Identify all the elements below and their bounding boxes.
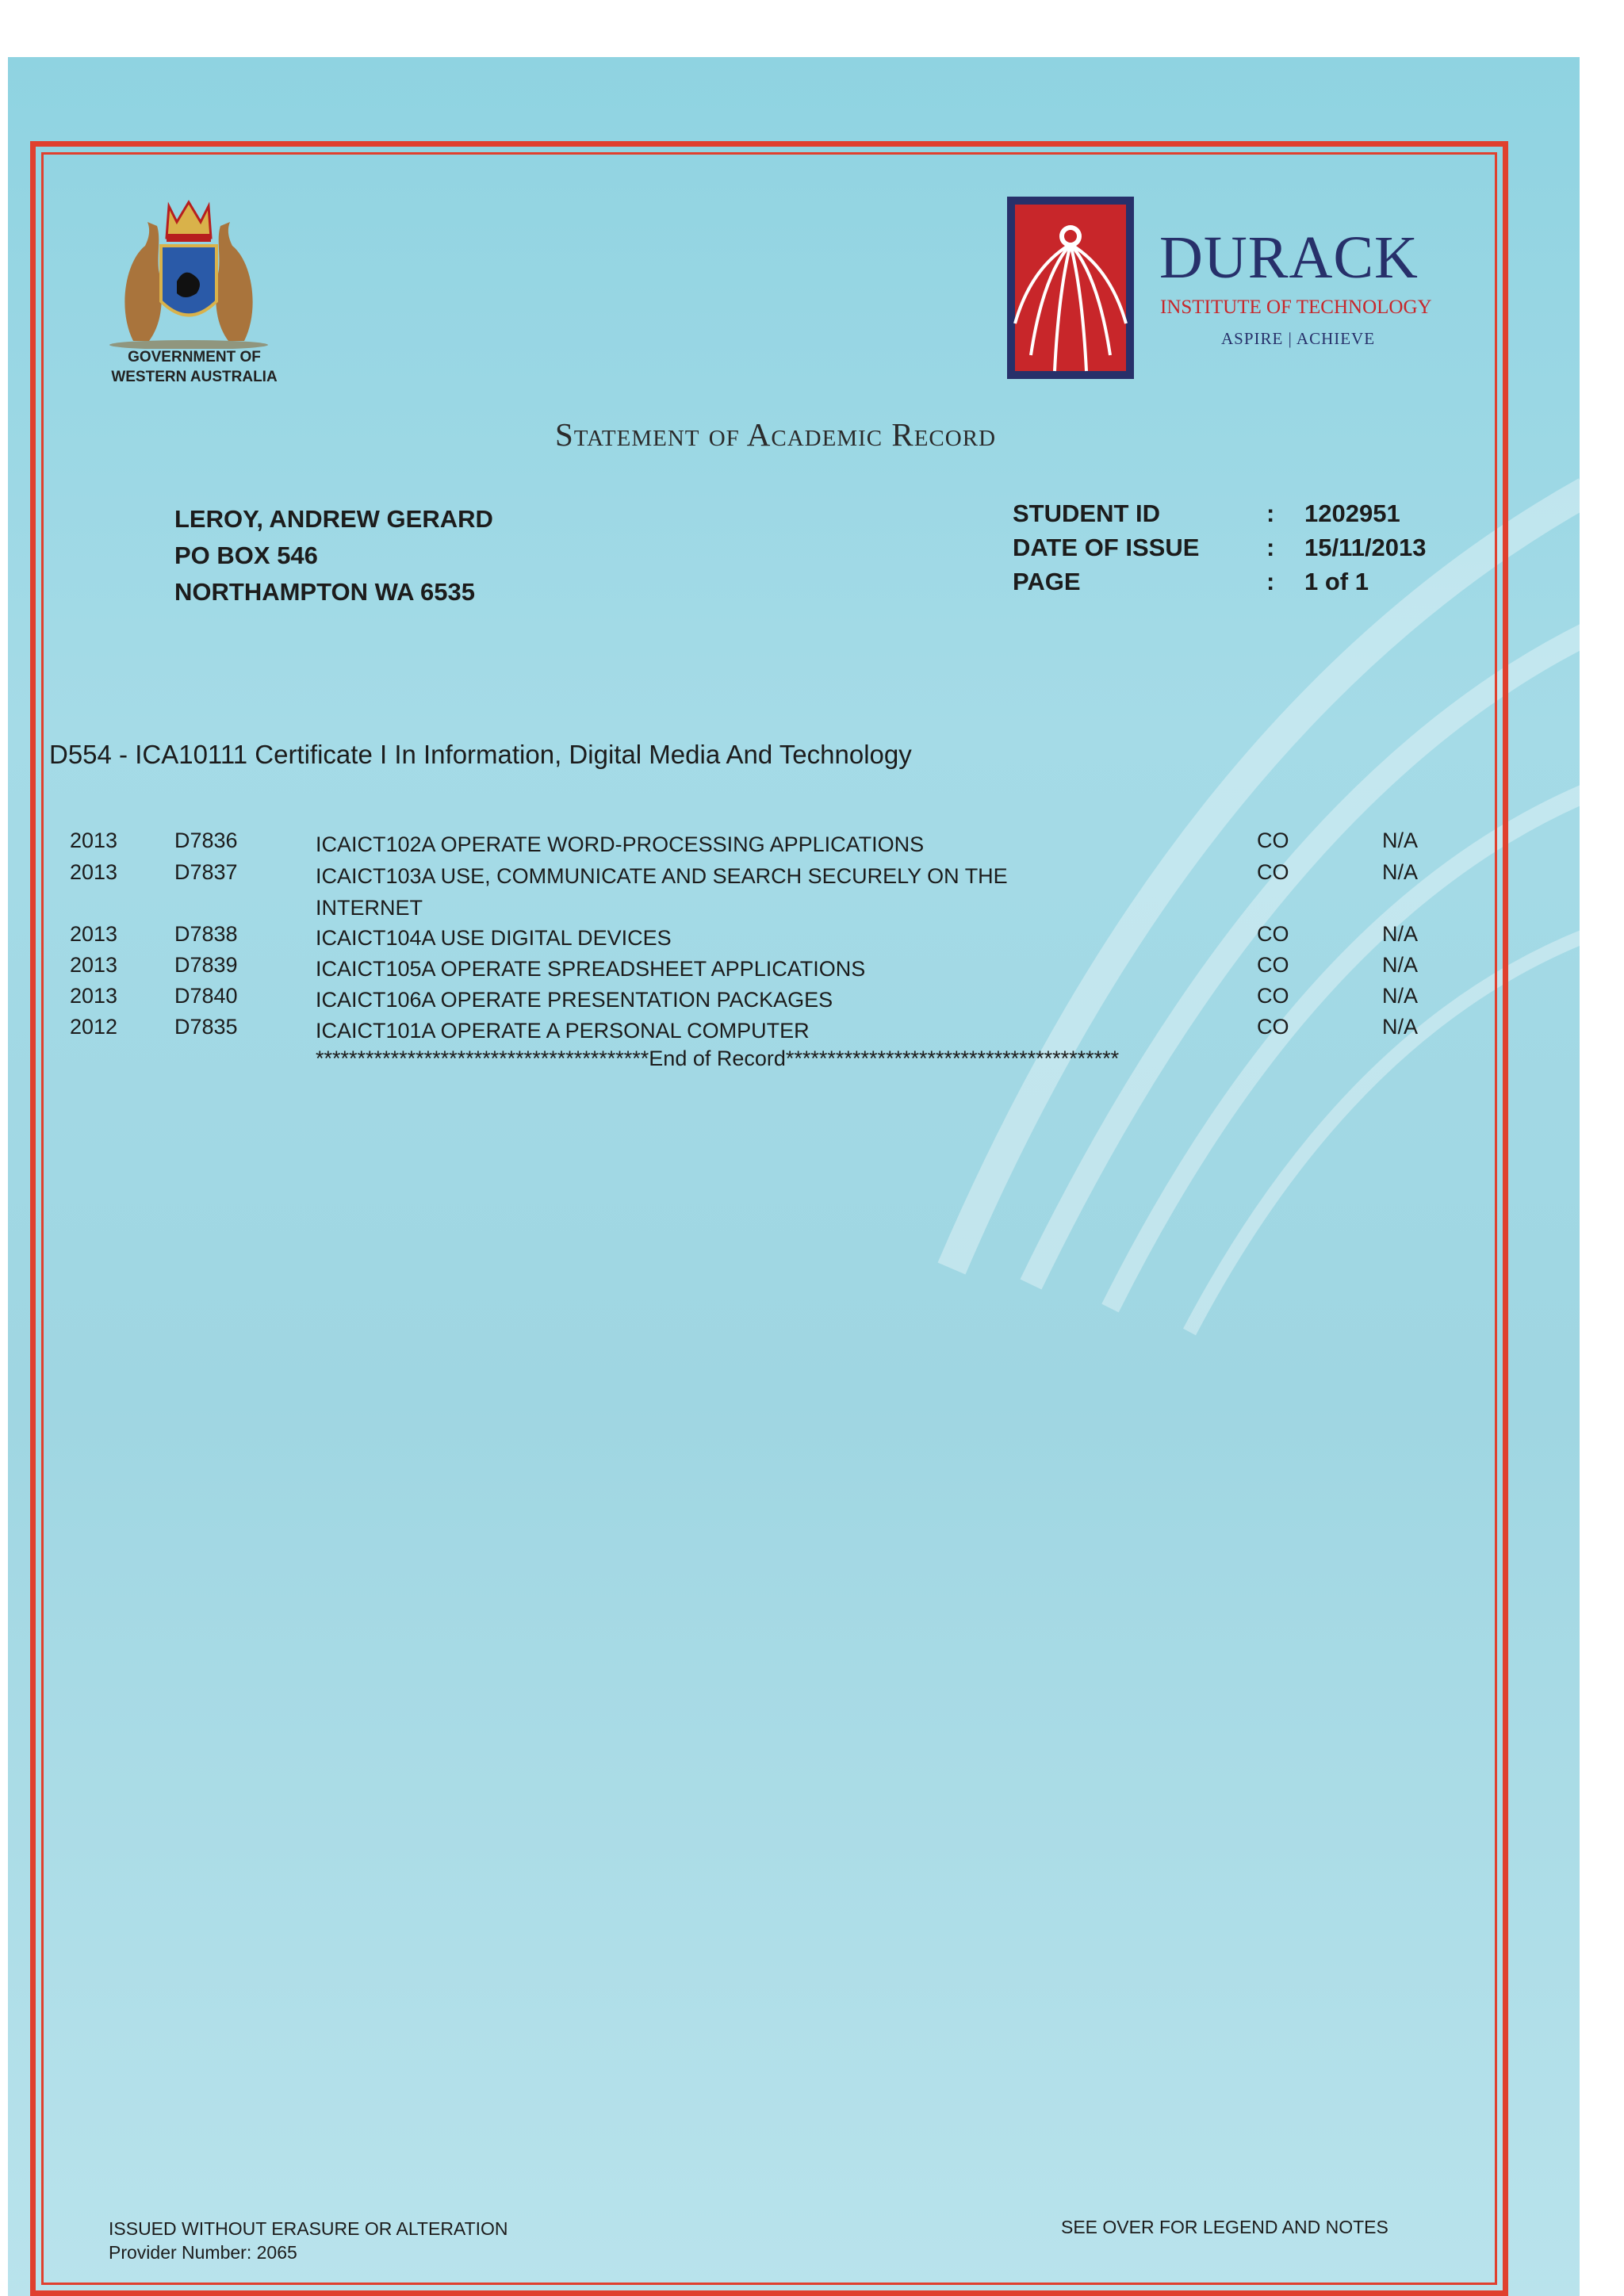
record-unit: ICAICT103A USE, COMMUNICATE AND SEARCH SECURELY ON THE INTERNET [316,864,1008,920]
record-code: D7835 [174,1015,238,1039]
address-line-2: NORTHAMPTON WA 6535 [174,578,475,606]
meta-label: STUDENT ID [1013,499,1160,527]
record-unit: ICAICT106A OPERATE PRESENTATION PACKAGES [316,988,833,1012]
inner-border [41,152,1497,2285]
institution-subtitle: INSTITUTE OF TECHNOLOGY [1160,297,1432,318]
record-note: N/A [1382,1015,1419,1039]
record-year: 2013 [70,953,118,977]
record-year: 2013 [70,984,118,1008]
end-of-record: ****************************************End of Record**************************************** [316,1047,1120,1070]
course-heading: D554 - ICA10111 Certificate I In Information, Digital Media And Technology [49,740,912,769]
record-year: 2013 [70,860,118,884]
record-code: D7839 [174,953,238,977]
record-code: D7840 [174,984,238,1008]
meta-colon: : [1266,534,1275,561]
date-of-issue-value: 15/11/2013 [1304,534,1427,561]
durack-logo-icon [1007,197,1134,379]
student-name: LEROY, ANDREW GERARD [174,505,493,533]
record-year: 2012 [70,1015,118,1039]
meta-label: PAGE [1013,568,1081,595]
page-value: 1 of 1 [1304,568,1369,595]
document-title: Statement of Academic Record [554,416,997,453]
record-result: CO [1257,1015,1289,1039]
government-line-2: WESTERN AUSTRALIA [111,369,278,385]
record-unit: ICAICT101A OPERATE A PERSONAL COMPUTER [316,1019,810,1043]
student-id-value: 1202951 [1304,499,1400,527]
record-code: D7838 [174,922,238,946]
student-address-block [174,501,493,610]
government-line-1: GOVERNMENT OF [128,349,261,365]
coat-of-arms-icon [102,190,276,349]
record-code: D7836 [174,828,238,852]
institution-tagline: ASPIRE | ACHIEVE [1221,329,1376,348]
see-over-note: SEE OVER FOR LEGEND AND NOTES [1061,2217,1388,2237]
record-note: N/A [1382,828,1419,852]
record-code: D7837 [174,860,238,884]
record-result: CO [1257,953,1289,977]
provider-number: Provider Number: 2065 [109,2242,297,2263]
record-note: N/A [1382,922,1419,946]
record-result: CO [1257,860,1289,884]
record-unit: ICAICT102A OPERATE WORD-PROCESSING APPLICATIONS [316,832,925,856]
record-note: N/A [1382,984,1419,1008]
record-year: 2013 [70,828,118,852]
record-result: CO [1257,828,1289,852]
meta-label: DATE OF ISSUE [1013,534,1200,561]
meta-colon: : [1266,499,1275,527]
record-result: CO [1257,922,1289,946]
address-line-1: PO BOX 546 [174,541,318,569]
government-label [79,347,309,387]
record-result: CO [1257,984,1289,1008]
issued-statement: ISSUED WITHOUT ERASURE OR ALTERATION [109,2218,508,2239]
record-year: 2013 [70,922,118,946]
institution-name: DURACK [1159,224,1419,291]
record-unit: ICAICT105A OPERATE SPREADSHEET APPLICATIONS [316,957,866,981]
record-note: N/A [1382,860,1419,884]
record-note: N/A [1382,953,1419,977]
record-unit: ICAICT104A USE DIGITAL DEVICES [316,926,672,950]
footer-left [109,2217,508,2264]
meta-colon: : [1266,568,1275,595]
